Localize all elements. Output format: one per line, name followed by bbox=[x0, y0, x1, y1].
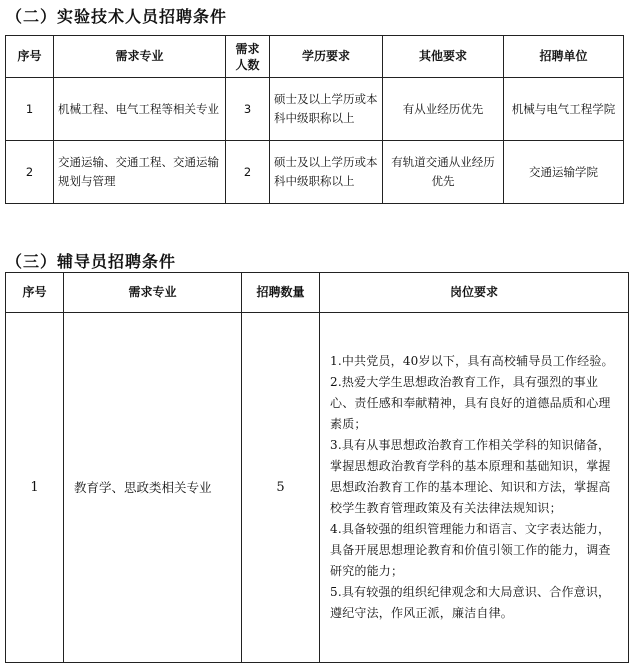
row-count: 3 bbox=[226, 78, 270, 141]
table-row bbox=[6, 313, 629, 663]
row-no: 1 bbox=[6, 78, 54, 141]
table-row bbox=[6, 78, 624, 141]
requirement-item: 2.热爱大学生思想政治教育工作，具有强烈的事业心、责任感和奉献精神，具有良好的道德品质和心理素质； bbox=[330, 375, 611, 431]
header-education: 学历要求 bbox=[270, 36, 383, 78]
row-requirements bbox=[320, 313, 629, 663]
header-no: 序号 bbox=[6, 36, 54, 78]
counselor-table bbox=[5, 272, 629, 663]
row-education: 硕士及以上学历或本科中级职称以上 bbox=[270, 141, 383, 204]
row-unit: 机械与电气工程学院 bbox=[504, 78, 624, 141]
section-title-lab-staff: （二）实验技术人员招聘条件 bbox=[6, 7, 228, 26]
row-other: 有轨道交通从业经历优先 bbox=[383, 141, 504, 204]
row-no: 1 bbox=[6, 313, 64, 663]
header-unit: 招聘单位 bbox=[504, 36, 624, 78]
header-count: 需求人数 bbox=[226, 36, 270, 78]
requirement-item: 3.具有从事思想政治教育工作相关学科的知识储备，掌握思想政治教育学科的基本原理和基础知识，掌握思想政治教育工作的基本理论、知识和方法，掌握高校学生教育管理政策及有关法律法规知识； bbox=[330, 438, 611, 515]
row-unit: 交通运输学院 bbox=[504, 141, 624, 204]
header-requirements: 岗位要求 bbox=[320, 273, 629, 313]
row-education: 硕士及以上学历或本科中级职称以上 bbox=[270, 78, 383, 141]
row-other: 有从业经历优先 bbox=[383, 78, 504, 141]
header-other: 其他要求 bbox=[383, 36, 504, 78]
section-title-counselor: （三）辅导员招聘条件 bbox=[6, 252, 177, 271]
lab-staff-table bbox=[5, 35, 624, 204]
row-count: 2 bbox=[226, 141, 270, 204]
row-major: 交通运输、交通工程、交通运输规划与管理 bbox=[54, 141, 226, 204]
table-header-row bbox=[6, 36, 624, 78]
header-count: 招聘数量 bbox=[242, 273, 320, 313]
row-count: 5 bbox=[242, 313, 320, 663]
requirement-item: 1.中共党员，40岁以下，具有高校辅导员工作经验。 bbox=[330, 354, 614, 368]
header-major: 需求专业 bbox=[54, 36, 226, 78]
requirement-item: 5.具有较强的组织纪律观念和大局意识、合作意识，遵纪守法，作风正派，廉洁自律。 bbox=[330, 585, 611, 620]
requirement-item: 4.具备较强的组织管理能力和语言、文字表达能力，具备开展思想理论教育和价值引领工作的能力，调查研究的能力； bbox=[330, 522, 611, 578]
header-no: 序号 bbox=[6, 273, 64, 313]
table-row bbox=[6, 141, 624, 204]
header-major: 需求专业 bbox=[64, 273, 242, 313]
row-major: 教育学、思政类相关专业 bbox=[64, 313, 242, 663]
row-no: 2 bbox=[6, 141, 54, 204]
table-header-row bbox=[6, 273, 629, 313]
row-major: 机械工程、电气工程等相关专业 bbox=[54, 78, 226, 141]
